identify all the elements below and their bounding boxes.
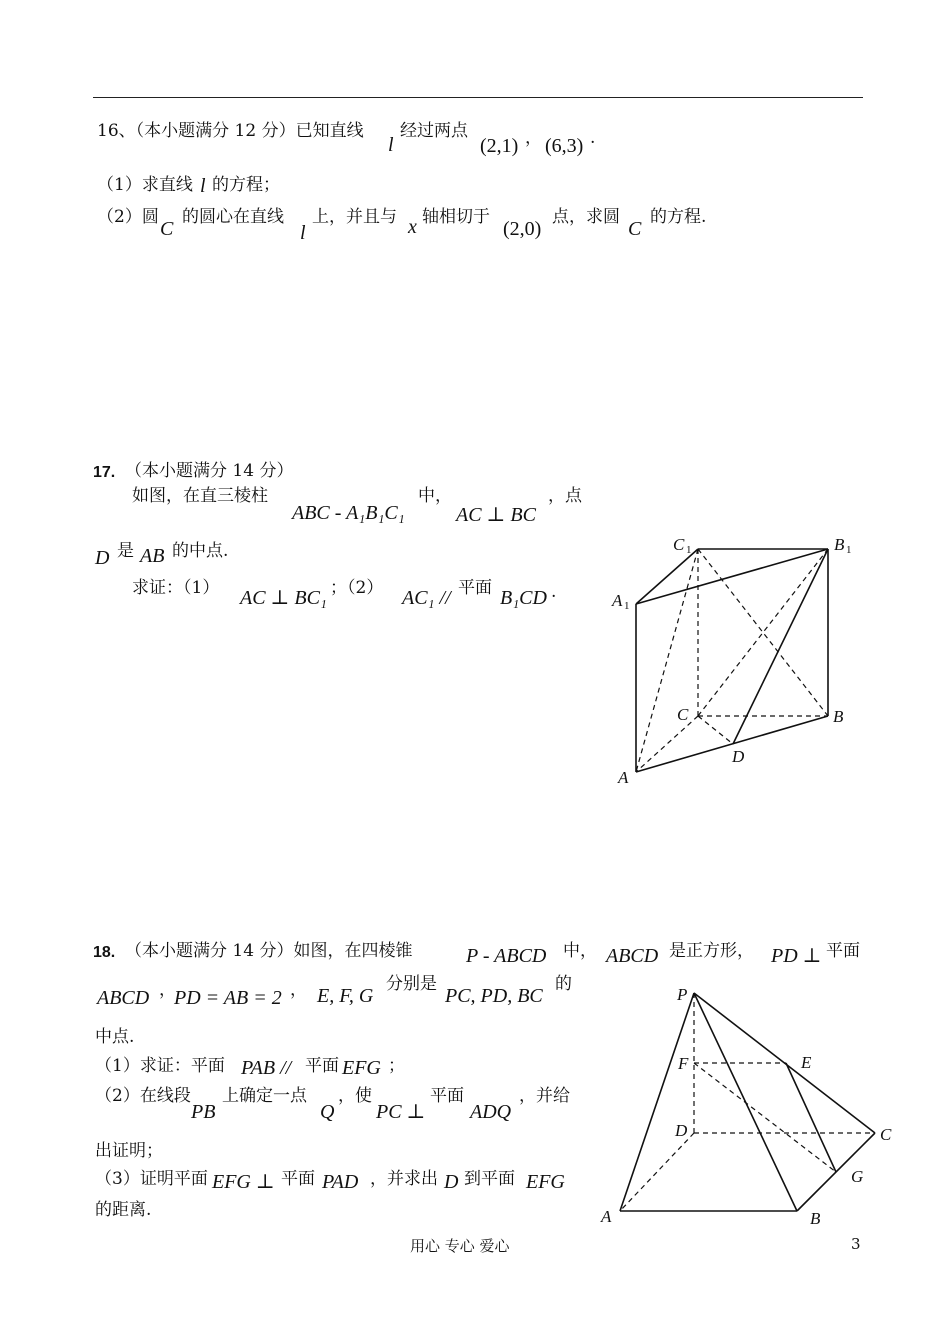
q17-proof-2-b: B₁CD bbox=[500, 587, 547, 609]
q18-sub2-c: 上确定一点 bbox=[222, 1086, 307, 1106]
q17-var-ab: AB bbox=[140, 545, 165, 567]
q18-sub2-g: 平面 bbox=[430, 1086, 464, 1106]
q17-semicolon: ；（2） bbox=[330, 578, 384, 598]
q18-sub1-c: 平面 bbox=[305, 1056, 339, 1076]
q18-sub3-b: EFG ⊥ bbox=[212, 1171, 275, 1193]
q18-pcs: PC, PD, BC bbox=[445, 985, 543, 1007]
q17-line1-b: 中， bbox=[418, 486, 452, 506]
q16-head: 16、（本小题满分 12 分）已知直线 bbox=[97, 121, 364, 141]
label-a: A bbox=[618, 768, 629, 787]
q18-sub2-f: PC ⊥ bbox=[376, 1101, 426, 1123]
label-c1: C bbox=[673, 535, 685, 554]
q17-prism: ABC - A₁B₁C₁ bbox=[292, 502, 405, 524]
label-d: D bbox=[675, 1121, 688, 1140]
label-a1-sub: 1 bbox=[624, 600, 630, 612]
q16-var-x: x bbox=[408, 216, 417, 238]
header-rule bbox=[93, 97, 863, 98]
q17-score: （本小题满分 14 分） bbox=[125, 461, 294, 481]
q18-sub2-j: 出证明； bbox=[95, 1141, 163, 1161]
label-a1: A bbox=[612, 591, 623, 610]
q16-point-1: (2,1) bbox=[480, 135, 519, 157]
q18-square: 是正方形， bbox=[669, 941, 754, 961]
label-b1: B bbox=[834, 535, 845, 554]
q18-sub2-d: Q bbox=[320, 1101, 335, 1123]
footer-text: 用心 专心 爱心 bbox=[410, 1237, 510, 1255]
q18-line2-b: PD = AB = 2 bbox=[174, 987, 282, 1009]
q18-sub2-a: （2）在线段 bbox=[95, 1086, 191, 1106]
q16-var-c-2: C bbox=[628, 218, 642, 240]
label-e: E bbox=[801, 1053, 812, 1072]
q16-sub1-var-l: l bbox=[200, 175, 206, 197]
q18-zh: 中， bbox=[563, 941, 597, 961]
q16-sub2-a: （2）圆 bbox=[97, 207, 159, 227]
label-a: A bbox=[601, 1207, 612, 1226]
q16-var-c: C bbox=[160, 218, 174, 240]
q17-line2-b: 的中点. bbox=[172, 541, 229, 561]
q17-line1-c: ，点 bbox=[548, 486, 582, 506]
q17-proof-1: AC ⊥ BC₁ bbox=[240, 587, 327, 609]
q18-fen: 分别是 bbox=[386, 974, 437, 994]
q16-sub2-c: 上，并且与 bbox=[312, 207, 397, 227]
q17-plane: 平面 bbox=[458, 578, 492, 598]
q18-sub2-i: ，并给 bbox=[519, 1086, 570, 1106]
q18-pd: PD ⊥ bbox=[771, 945, 822, 967]
q16-sub2-b: 的圆心在直线 bbox=[182, 207, 284, 227]
pyramid-figure bbox=[590, 980, 910, 1230]
q16-sub2-var-l: l bbox=[300, 222, 306, 244]
q17-proof-2-a: AC₁ // bbox=[402, 587, 451, 609]
label-f: F bbox=[678, 1054, 689, 1073]
q16-sub2-d: 轴相切于 bbox=[422, 207, 490, 227]
q17-number: 17. bbox=[93, 464, 116, 481]
label-p: P bbox=[677, 985, 688, 1004]
q18-pyramid: P - ABCD bbox=[466, 945, 547, 967]
q18-abcd: ABCD bbox=[606, 945, 659, 967]
q16-comma: ， bbox=[525, 128, 542, 148]
q18-sub3-i: 的距离. bbox=[95, 1200, 152, 1220]
q18-line2-a: ABCD bbox=[97, 987, 150, 1009]
label-c1-sub: 1 bbox=[686, 544, 692, 556]
q18-sub1-e: ； bbox=[388, 1056, 405, 1076]
q18-sub1-d: EFG bbox=[342, 1057, 381, 1079]
q16-point-2: (6,3) bbox=[545, 135, 584, 157]
q16-passes: 经过两点 bbox=[400, 121, 468, 141]
q17-condition: AC ⊥ BC bbox=[456, 504, 536, 526]
q18-comma-2: ， bbox=[290, 980, 307, 1000]
page-number: 3 bbox=[851, 1235, 861, 1253]
q16-sub1-b: 的方程； bbox=[212, 175, 280, 195]
prism-figure bbox=[600, 528, 860, 798]
q18-sub3-f: D bbox=[444, 1171, 459, 1193]
q18-sub3-h: EFG bbox=[526, 1171, 565, 1193]
q18-sub2-b: PB bbox=[191, 1101, 216, 1123]
q16-var-l: l bbox=[388, 134, 394, 156]
q16-sub2-f: 的方程. bbox=[650, 207, 707, 227]
q18-number: 18. bbox=[93, 944, 116, 961]
q16-sub2-e: 点，求圆 bbox=[552, 207, 620, 227]
q18-efg: E, F, G bbox=[317, 985, 374, 1007]
label-d: D bbox=[732, 747, 745, 766]
q18-score: （本小题满分 14 分）如图，在四棱锥 bbox=[125, 941, 413, 961]
q17-line2-a: 是 bbox=[117, 541, 134, 561]
q18-sub1-a: （1）求证：平面 bbox=[95, 1056, 225, 1076]
label-b: B bbox=[810, 1209, 821, 1228]
q16-period: . bbox=[590, 128, 596, 148]
q17-line1-a: 如图，在直三棱柱 bbox=[132, 486, 268, 506]
q17-line3-a: 求证：（1） bbox=[132, 578, 220, 598]
q18-line3: 中点. bbox=[95, 1027, 135, 1047]
q18-sub3-e: ，并求出 bbox=[370, 1169, 438, 1189]
q18-sub3-c: 平面 bbox=[281, 1169, 315, 1189]
label-c: C bbox=[880, 1125, 892, 1144]
label-c: C bbox=[677, 705, 689, 724]
q18-sub3-d: PAD bbox=[322, 1171, 359, 1193]
q16-point-3: (2,0) bbox=[503, 218, 542, 240]
label-b1-sub: 1 bbox=[846, 544, 852, 556]
q17-dot: . bbox=[551, 582, 557, 602]
q18-plane: 平面 bbox=[826, 941, 860, 961]
q18-sub2-e: ，使 bbox=[338, 1086, 372, 1106]
q18-comma-1: ， bbox=[159, 980, 176, 1000]
q17-var-d: D bbox=[95, 547, 110, 569]
q18-sub3-g: 到平面 bbox=[464, 1169, 515, 1189]
label-b: B bbox=[833, 707, 844, 726]
label-g: G bbox=[851, 1167, 864, 1186]
q16-sub1-a: （1）求直线 bbox=[97, 175, 193, 195]
q18-de: 的 bbox=[555, 974, 572, 994]
q18-sub3-a: （3）证明平面 bbox=[95, 1169, 208, 1189]
q18-sub2-h: ADQ bbox=[470, 1101, 512, 1123]
q18-sub1-b: PAB // bbox=[241, 1057, 292, 1079]
